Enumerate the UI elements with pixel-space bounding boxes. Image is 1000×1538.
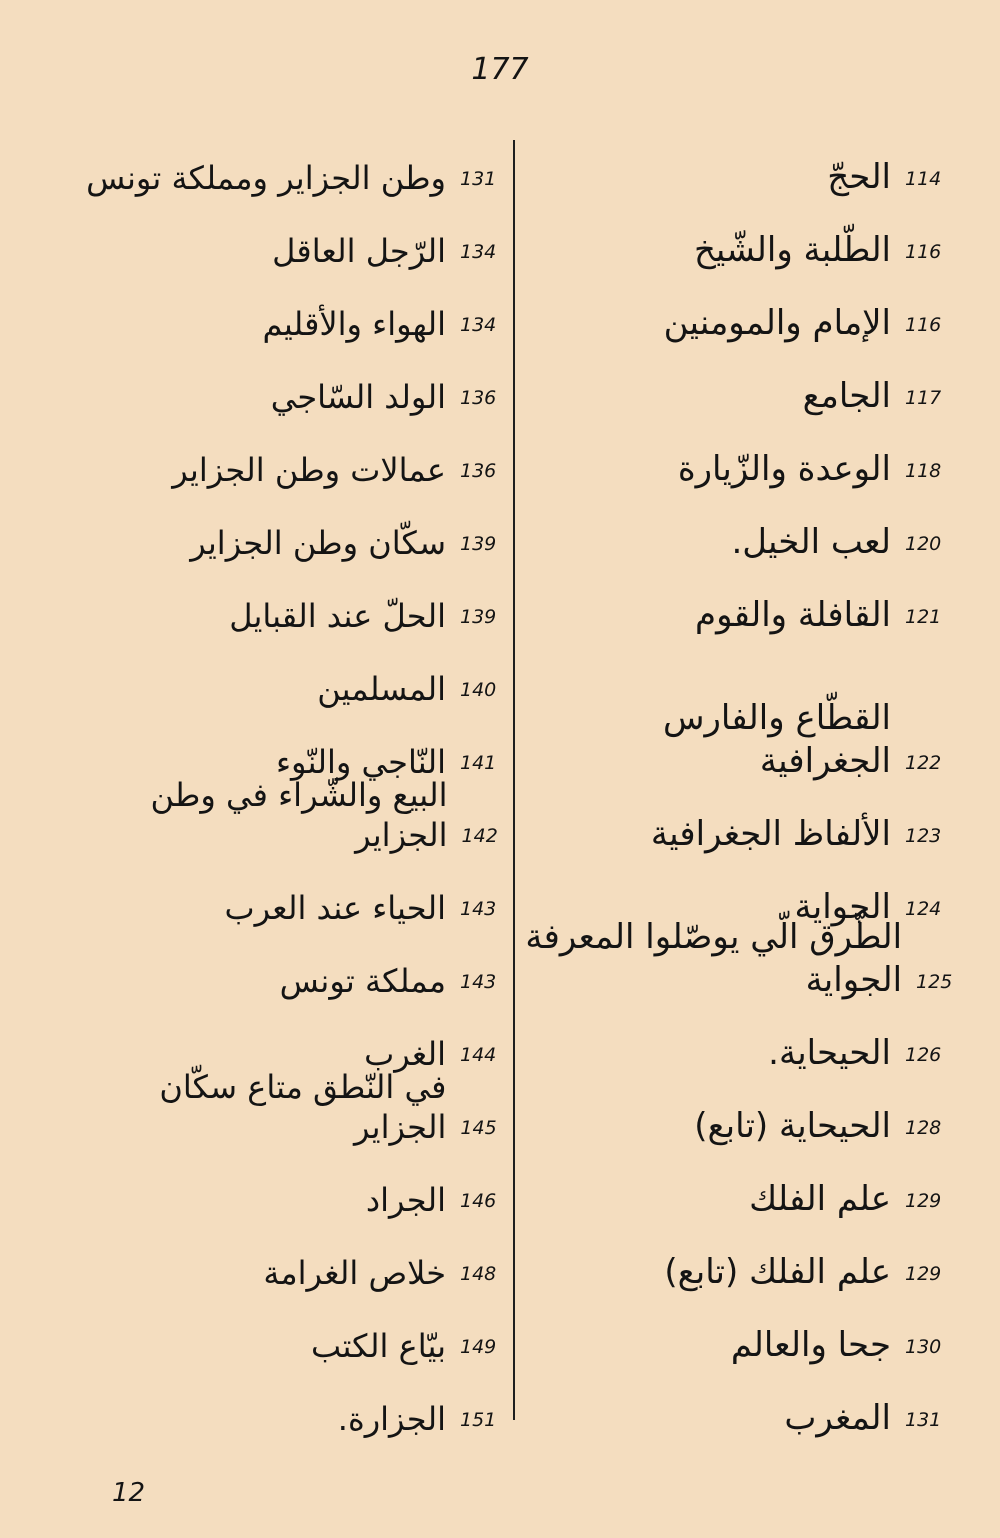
toc-left-column: [60, 125, 510, 1445]
toc-entry: [525, 417, 955, 490]
toc-entry: [525, 782, 955, 855]
toc-entry-page-number: 122: [905, 752, 942, 774]
toc-entry-title: الولد السّاجي: [270, 378, 446, 416]
toc-entry-page-number: 123: [905, 825, 942, 847]
toc-entry-title: الرّجل العاقل: [272, 232, 446, 270]
toc-entry: [525, 1147, 955, 1220]
header-page-number: 177: [471, 52, 529, 87]
toc-entry-title: عمالات وطن الجزاير: [172, 451, 446, 489]
toc-entry-title: الهواء والأقليم: [262, 305, 446, 343]
toc-entry-page-number: 140: [460, 679, 497, 701]
toc-entry: [60, 776, 510, 855]
toc-entry-title: الطّرق الّي يوصّلوا المعرفة الجواية: [525, 917, 903, 1000]
toc-entry: [60, 1366, 510, 1439]
toc-entry-page-number: 125: [916, 971, 953, 993]
toc-entry-title: الإمام والمومنين: [663, 302, 891, 343]
toc-entry-title: الغرب: [364, 1035, 446, 1073]
toc-entry-page-number: 128: [905, 1117, 942, 1139]
toc-entry-page-number: 126: [905, 1044, 942, 1066]
toc-entry-title: الجراد: [365, 1181, 446, 1219]
toc-entry-page-number: 124: [905, 898, 942, 920]
toc-entry-page-number: 130: [905, 1336, 942, 1358]
toc-entry: [60, 125, 510, 198]
footer-page-number: 12: [112, 1478, 146, 1508]
toc-entry-page-number: 120: [905, 533, 942, 555]
toc-entry-title: الجزارة.: [337, 1400, 446, 1438]
toc-entry-page-number: 131: [905, 1409, 942, 1431]
toc-entry: [525, 1220, 955, 1293]
toc-entry-title: النّاجي والنّوء: [276, 743, 446, 781]
toc-entry-title: القطّاع والفارس الجغرافية: [662, 698, 891, 781]
toc-entry-page-number: 149: [460, 1336, 497, 1358]
toc-entry-title: لعب الخيل.: [731, 521, 891, 562]
toc-entry-title: سكّان وطن الجزاير: [190, 524, 446, 562]
toc-entry: [525, 636, 955, 782]
toc-entry-title: الطّلبة والشّيخ: [693, 229, 891, 270]
column-divider: [513, 140, 515, 1420]
toc-entry-title: بيّاع الكتب: [311, 1327, 446, 1365]
toc-entry-title: مملكة تونس: [279, 962, 446, 1000]
toc-entry: [60, 928, 510, 1001]
toc-entry-title: الوعدة والزّيارة: [677, 448, 891, 489]
toc-entry-page-number: 129: [905, 1190, 942, 1212]
toc-entry-page-number: 145: [460, 1117, 497, 1139]
toc-entry: [60, 709, 510, 782]
toc-entry-page-number: 139: [460, 606, 497, 628]
toc-entry-title: المسلمين: [317, 670, 446, 708]
toc-entry-page-number: 117: [905, 387, 942, 409]
toc-entry: [60, 271, 510, 344]
toc-entry: [525, 1293, 955, 1366]
toc-entry: [60, 855, 510, 928]
toc-entry-page-number: 136: [460, 460, 497, 482]
toc-entry-title: جحا والعالم: [730, 1324, 891, 1365]
toc-entry-page-number: 148: [460, 1263, 497, 1285]
toc-entry-title: علم الفلك (تابع): [664, 1251, 891, 1292]
toc-entry-title: الحيحاية.: [768, 1032, 891, 1073]
toc-entry-title: المغرب: [784, 1397, 891, 1438]
toc-entry-title: الحيحاية (تابع): [694, 1105, 891, 1146]
toc-entry-title: علم الفلك: [749, 1178, 891, 1219]
toc-entry: [60, 198, 510, 271]
toc-entry-page-number: 131: [460, 168, 497, 190]
toc-entry: [525, 1366, 955, 1439]
toc-entry-page-number: 141: [460, 752, 497, 774]
toc-entry-page-number: 151: [460, 1409, 497, 1431]
toc-entry: [525, 344, 955, 417]
toc-right-column: [525, 125, 955, 1445]
toc-entry: [60, 490, 510, 563]
toc-entry-page-number: 129: [905, 1263, 942, 1285]
toc-entry-page-number: 121: [905, 606, 942, 628]
toc-entry-title: الألفاظ الجغرافية: [650, 813, 891, 854]
toc-entry-title: الحلّ عند القبايل: [229, 597, 446, 635]
toc-entry-title: البيع والشّراء في وطن الجزاير: [150, 776, 448, 854]
toc-entry-title: الحجّ: [827, 156, 891, 197]
toc-entry-page-number: 118: [905, 460, 942, 482]
toc-entry: [525, 271, 955, 344]
toc-entry: [60, 1001, 510, 1074]
toc-entry-title: في النّطق متاع سكّان الجزاير: [159, 1068, 447, 1146]
toc-entry: [60, 563, 510, 636]
toc-entry-title: القافلة والقوم: [695, 594, 891, 635]
toc-entry-title: وطن الجزاير ومملكة تونس: [86, 159, 446, 197]
toc-entry: [525, 917, 955, 1001]
toc-entry-page-number: 134: [460, 314, 497, 336]
toc-entry-title: الحياء عند العرب: [224, 889, 446, 927]
toc-entry-title: الجواية: [794, 886, 891, 927]
toc-entry-title: الجامع: [802, 375, 891, 416]
toc-entry-page-number: 134: [460, 241, 497, 263]
toc-entry-page-number: 144: [460, 1044, 497, 1066]
toc-entry-page-number: 146: [460, 1190, 497, 1212]
toc-entry-page-number: 143: [460, 971, 497, 993]
toc-entry: [60, 344, 510, 417]
toc-entry: [60, 636, 510, 709]
toc-entry: [525, 1001, 955, 1074]
toc-entry: [525, 1074, 955, 1147]
toc-entry: [60, 1068, 510, 1147]
toc-entry-page-number: 143: [460, 898, 497, 920]
toc-entry-title: خلاص الغرامة: [263, 1254, 446, 1292]
toc-entry-page-number: 116: [905, 241, 942, 263]
toc-entry: [60, 1147, 510, 1220]
toc-entry: [60, 417, 510, 490]
toc-entry: [525, 125, 955, 198]
toc-entry-page-number: 136: [460, 387, 497, 409]
toc-entry-page-number: 139: [460, 533, 497, 555]
toc-entry: [525, 490, 955, 563]
toc-entry-page-number: 114: [905, 168, 942, 190]
toc-entry-page-number: 116: [905, 314, 942, 336]
toc-entry: [60, 1293, 510, 1366]
toc-entry: [525, 563, 955, 636]
toc-entry-page-number: 142: [461, 825, 498, 847]
toc-entry: [525, 198, 955, 271]
toc-entry: [60, 1220, 510, 1293]
